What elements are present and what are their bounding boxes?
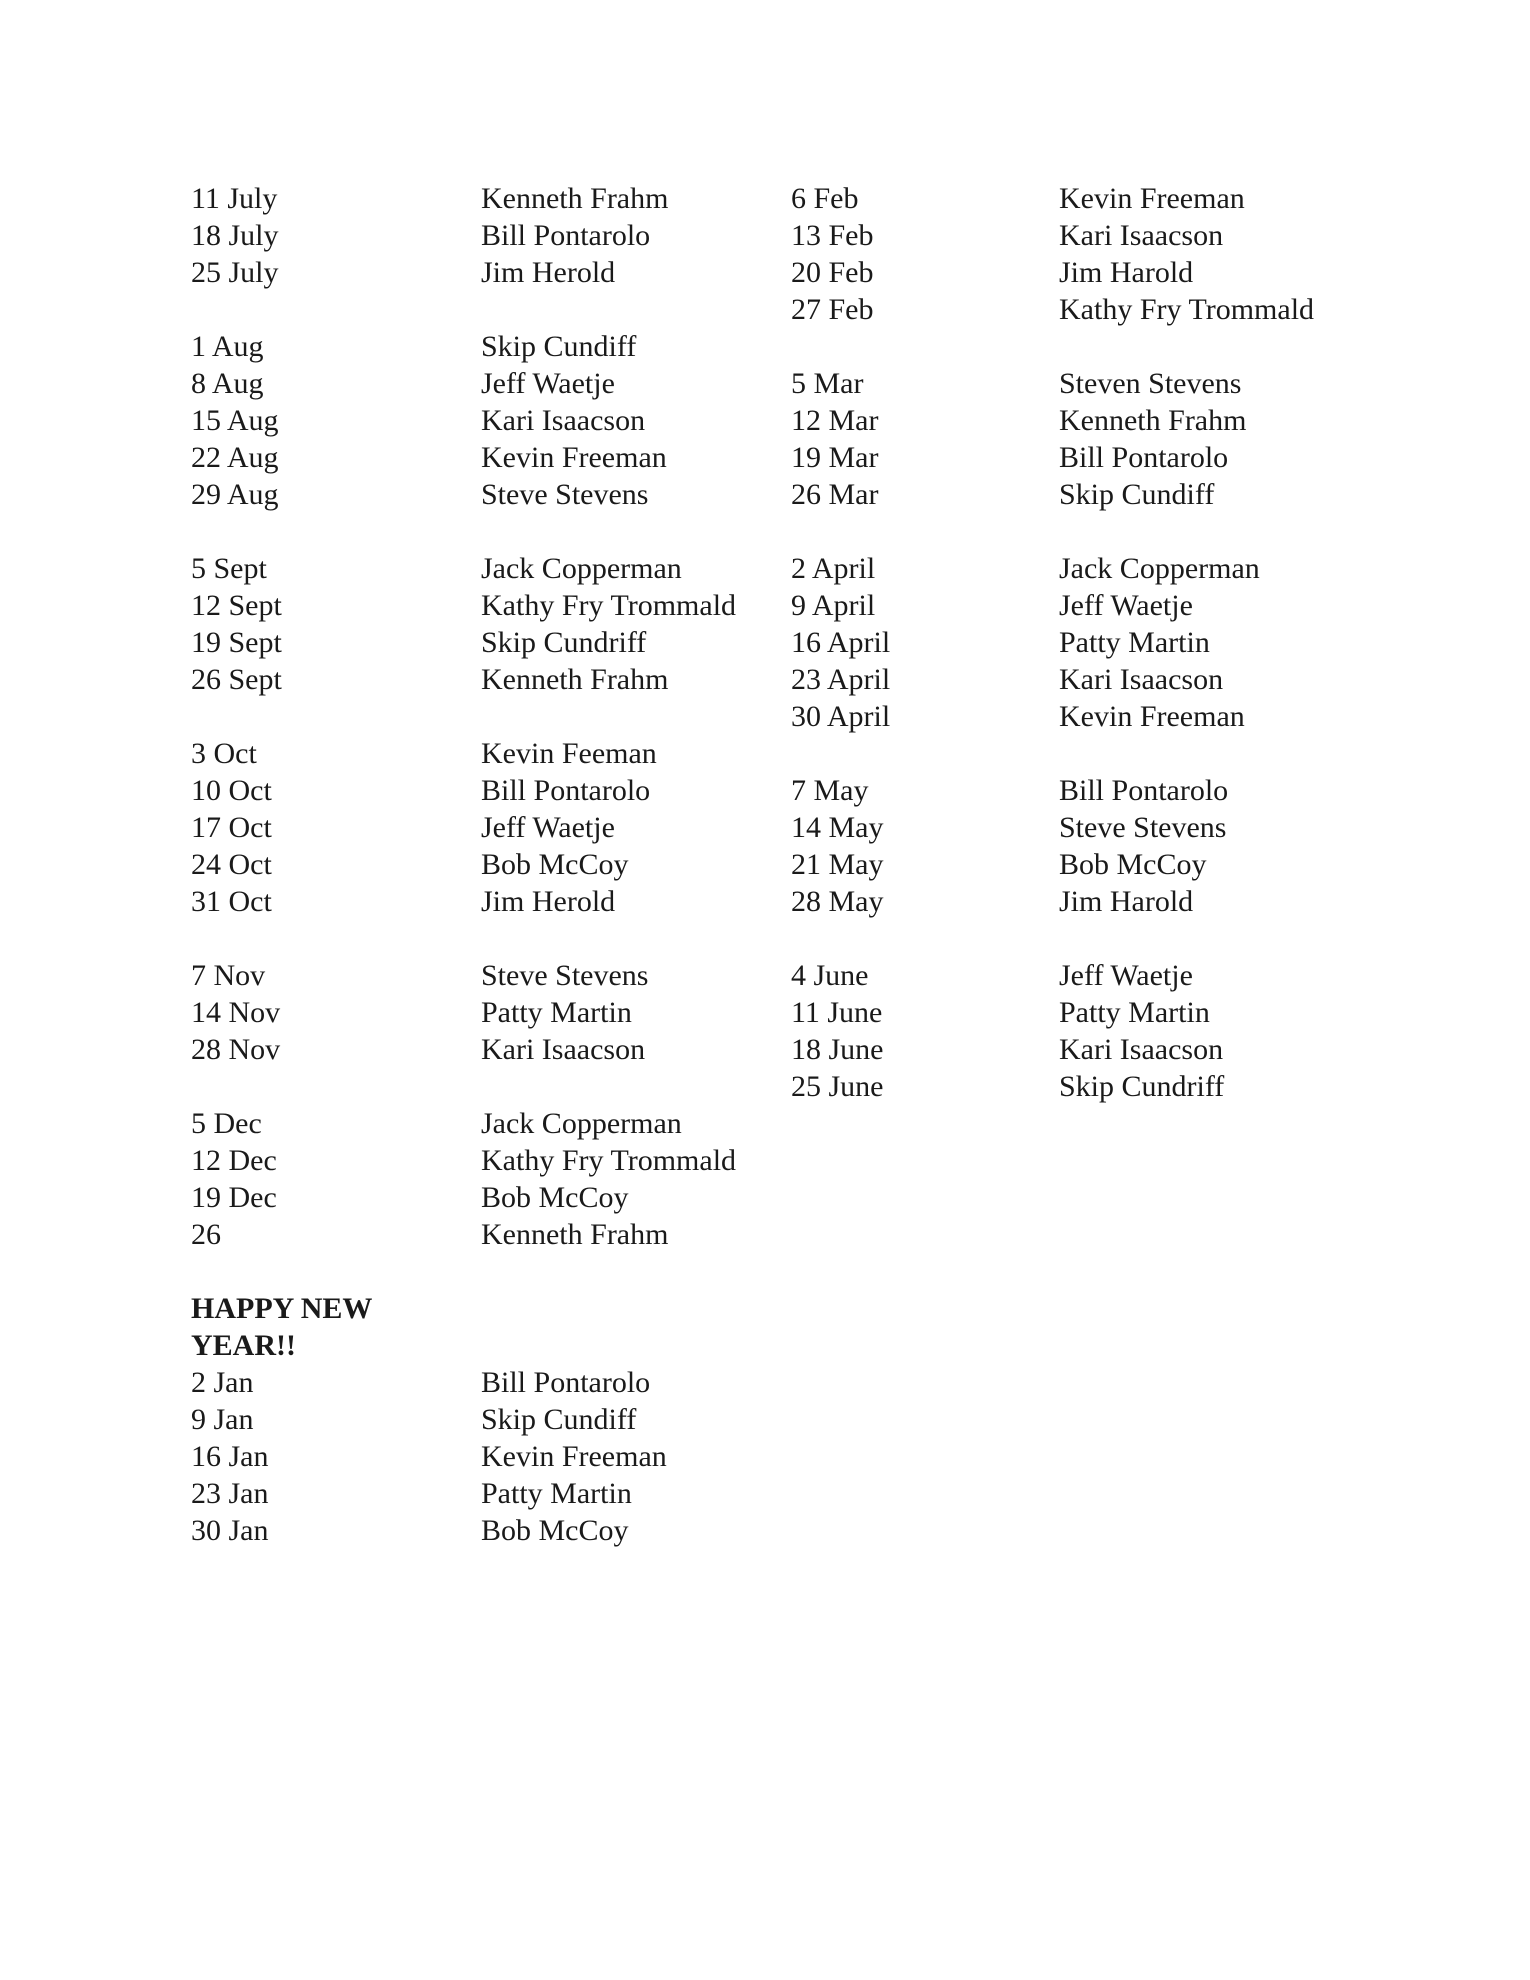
person-name: Jack Copperman (481, 1107, 682, 1140)
schedule-row (191, 1142, 791, 1179)
schedule-row (791, 957, 1391, 994)
date: 16 April (791, 626, 891, 659)
date: 7 Nov (191, 959, 266, 992)
person-name: Bill Pontarolo (481, 1366, 651, 1399)
date: 17 Oct (191, 811, 272, 844)
person-name: Bill Pontarolo (1059, 774, 1229, 807)
date: 30 Jan (191, 1514, 269, 1547)
date: 5 Mar (791, 367, 864, 400)
person-name: Bob McCoy (1059, 848, 1207, 881)
schedule-row (191, 1438, 791, 1475)
person-name: Kevin Freeman (481, 441, 667, 474)
person-name: Jim Herold (481, 885, 616, 918)
person-name: Jim Herold (481, 256, 616, 289)
date: 4 June (791, 959, 869, 992)
schedule-row (791, 883, 1391, 920)
left-column (191, 180, 791, 1549)
schedule-row (191, 1216, 791, 1253)
person-name: Bill Pontarolo (481, 219, 651, 252)
person-name: Jim Harold (1059, 256, 1194, 289)
schedule-row (191, 1475, 791, 1512)
schedule-row (191, 550, 791, 587)
person-name: Jack Copperman (481, 552, 682, 585)
person-name: Jeff Waetje (1059, 959, 1193, 992)
date: 2 Jan (191, 1366, 254, 1399)
schedule-row (791, 476, 1391, 513)
person-name: Kari Isaacson (1059, 1033, 1224, 1066)
person-name: Skip Cundiff (1059, 478, 1215, 511)
date: 9 April (791, 589, 876, 622)
date: 2 April (791, 552, 876, 585)
schedule-row (791, 587, 1391, 624)
schedule-row (791, 994, 1391, 1031)
group-gap (191, 513, 791, 550)
person-name: Kenneth Frahm (481, 663, 669, 696)
date: 15 Aug (191, 404, 279, 437)
person-name: Kari Isaacson (1059, 663, 1224, 696)
date: 25 July (191, 256, 279, 289)
date: 11 July (191, 182, 278, 215)
schedule-row (191, 217, 791, 254)
date: 9 Jan (191, 1403, 254, 1436)
schedule-row (191, 439, 791, 476)
date: 23 Jan (191, 1477, 269, 1510)
schedule-row (191, 957, 791, 994)
date: 3 Oct (191, 737, 257, 770)
date: 19 Sept (191, 626, 282, 659)
date: 12 Dec (191, 1144, 277, 1177)
person-name: Skip Cundriff (1059, 1070, 1225, 1103)
date: 26 (191, 1218, 221, 1251)
person-name: Steve Stevens (481, 478, 649, 511)
schedule-row (191, 1179, 791, 1216)
schedule-row (791, 846, 1391, 883)
date: 28 May (791, 885, 884, 918)
person-name: Kevin Feeman (481, 737, 657, 770)
person-name: Bill Pontarolo (1059, 441, 1229, 474)
schedule-row (191, 809, 791, 846)
date: 25 June (791, 1070, 884, 1103)
group-gap (791, 735, 1391, 772)
person-name: Steve Stevens (481, 959, 649, 992)
date: 21 May (791, 848, 884, 881)
schedule-row (791, 180, 1391, 217)
person-name: Patty Martin (1059, 626, 1210, 659)
person-name: Jeff Waetje (1059, 589, 1193, 622)
date: 24 Oct (191, 848, 272, 881)
group-gap (791, 328, 1391, 365)
person-name: Bill Pontarolo (481, 774, 651, 807)
schedule-row (791, 291, 1391, 328)
schedule-row (191, 180, 791, 217)
person-name: Jeff Waetje (481, 811, 615, 844)
person-name: Kathy Fry Trommald (1059, 293, 1315, 326)
person-name: Kari Isaacson (481, 1033, 646, 1066)
person-name: Patty Martin (481, 1477, 632, 1510)
schedule-row (191, 1364, 791, 1401)
schedule-row (791, 550, 1391, 587)
person-name: Patty Martin (481, 996, 632, 1029)
group-gap (191, 1068, 791, 1105)
date: 7 May (791, 774, 869, 807)
group-gap (791, 920, 1391, 957)
schedule-row (191, 1105, 791, 1142)
date: 26 Sept (191, 663, 282, 696)
date: 20 Feb (791, 256, 874, 289)
schedule-row (191, 772, 791, 809)
person-name: Jim Harold (1059, 885, 1194, 918)
date: 14 May (791, 811, 884, 844)
schedule-row (791, 809, 1391, 846)
date: 5 Sept (191, 552, 267, 585)
schedule-row (791, 217, 1391, 254)
date: 16 Jan (191, 1440, 269, 1473)
person-name: Kathy Fry Trommald (481, 589, 737, 622)
person-name: Skip Cundiff (481, 1403, 637, 1436)
schedule-row (191, 254, 791, 291)
person-name: Kari Isaacson (481, 404, 646, 437)
person-name: Bob McCoy (481, 1514, 629, 1547)
date: 22 Aug (191, 441, 279, 474)
person-name: Patty Martin (1059, 996, 1210, 1029)
date: 18 June (791, 1033, 884, 1066)
date: 29 Aug (191, 478, 279, 511)
schedule-row (191, 735, 791, 772)
schedule-row (791, 698, 1391, 735)
schedule-row (191, 587, 791, 624)
schedule-row (191, 1512, 791, 1549)
date: 1 Aug (191, 330, 264, 363)
date: 5 Dec (191, 1107, 262, 1140)
group-gap (191, 1253, 791, 1290)
date: 10 Oct (191, 774, 272, 807)
schedule-row (791, 254, 1391, 291)
date: 8 Aug (191, 367, 264, 400)
schedule-row (791, 772, 1391, 809)
person-name: Jack Copperman (1059, 552, 1260, 585)
schedule-row (191, 883, 791, 920)
schedule-row (191, 365, 791, 402)
person-name: Jeff Waetje (481, 367, 615, 400)
new-year-heading: HAPPY NEW YEAR!! (191, 1292, 372, 1362)
group-gap (191, 698, 791, 735)
schedule-row (791, 402, 1391, 439)
schedule-row (791, 661, 1391, 698)
person-name: Kenneth Frahm (481, 182, 669, 215)
person-name: Kenneth Frahm (1059, 404, 1247, 437)
right-column (791, 180, 1391, 1105)
date: 31 Oct (191, 885, 272, 918)
date: 13 Feb (791, 219, 874, 252)
schedule-row (191, 661, 791, 698)
person-name: Bob McCoy (481, 848, 629, 881)
group-gap (191, 291, 791, 328)
person-name: Skip Cundriff (481, 626, 647, 659)
date: 12 Sept (191, 589, 282, 622)
schedule-row (191, 1031, 791, 1068)
schedule-row (791, 624, 1391, 661)
person-name: Kevin Freeman (481, 1440, 667, 1473)
date: 19 Mar (791, 441, 879, 474)
date: 14 Nov (191, 996, 281, 1029)
date: 19 Dec (191, 1181, 277, 1214)
person-name: Kevin Freeman (1059, 700, 1245, 733)
date: 26 Mar (791, 478, 879, 511)
schedule-row (191, 402, 791, 439)
person-name: Kathy Fry Trommald (481, 1144, 737, 1177)
group-gap (791, 513, 1391, 550)
date: 30 April (791, 700, 891, 733)
schedule-row (791, 365, 1391, 402)
person-name: Bob McCoy (481, 1181, 629, 1214)
schedule-row (191, 846, 791, 883)
date: 27 Feb (791, 293, 874, 326)
person-name: Kenneth Frahm (481, 1218, 669, 1251)
group-gap (191, 920, 791, 957)
person-name: Kari Isaacson (1059, 219, 1224, 252)
schedule-row (191, 476, 791, 513)
date: 18 July (191, 219, 279, 252)
schedule-row (791, 439, 1391, 476)
date: 23 April (791, 663, 891, 696)
person-name: Steve Stevens (1059, 811, 1227, 844)
schedule-row (191, 624, 791, 661)
person-name: Steven Stevens (1059, 367, 1242, 400)
person-name: Skip Cundiff (481, 330, 637, 363)
schedule-row (191, 994, 791, 1031)
date: 28 Nov (191, 1033, 281, 1066)
schedule-row (791, 1031, 1391, 1068)
schedule-row (791, 1068, 1391, 1105)
date: 6 Feb (791, 182, 859, 215)
date: 11 June (791, 996, 883, 1029)
schedule-row (191, 328, 791, 365)
schedule-row (191, 1401, 791, 1438)
date: 12 Mar (791, 404, 879, 437)
person-name: Kevin Freeman (1059, 182, 1245, 215)
